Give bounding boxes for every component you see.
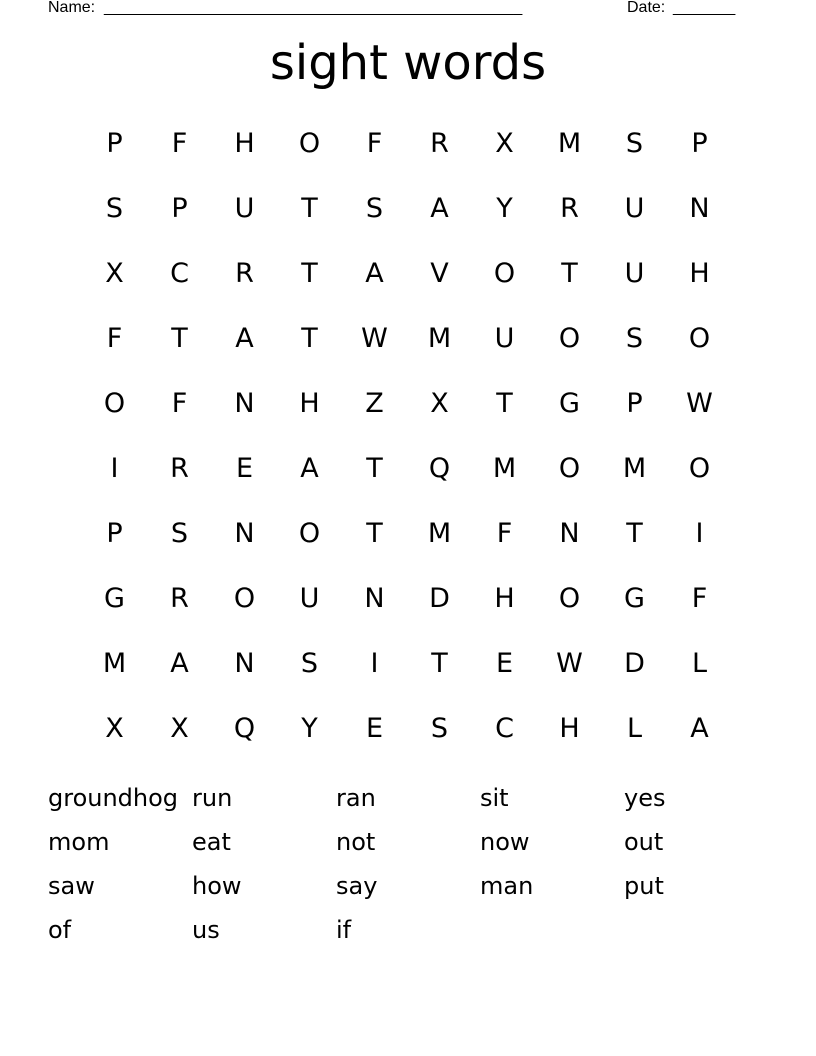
page-title: sight words [269,35,547,91]
grid-letter: N [364,583,385,614]
grid-letter: H [559,713,580,744]
grid-letter: X [170,713,189,744]
grid-letter: F [496,518,513,549]
grid-letter: S [625,323,644,354]
grid-letter: O [688,453,711,484]
grid-letter: U [234,193,255,224]
grid-letter: N [234,648,255,679]
grid-letter: H [299,388,320,419]
grid-letter: T [431,648,448,679]
grid-letter: L [626,713,643,744]
grid-letter: P [171,193,188,224]
grid-letter: U [624,193,645,224]
grid-letter: A [690,713,709,744]
grid-letter: N [234,518,255,549]
grid-letter: A [365,258,384,289]
grid-letter: Y [301,713,318,744]
grid-letter: T [496,388,513,419]
name-blank-line: _______________________________________________ [104,0,523,16]
grid-letter: A [300,453,319,484]
grid-letter: Q [233,713,256,744]
word-bank-item: not [336,828,376,856]
grid-letter: X [495,128,514,159]
word-bank-item: if [336,916,352,944]
grid-letter: C [495,713,514,744]
date-blank-line: _______ [673,0,736,16]
grid-letter: N [689,193,710,224]
word-bank-item: mom [48,828,110,856]
grid-letter: U [624,258,645,289]
grid-letter: F [171,388,188,419]
grid-letter: G [104,583,125,614]
grid-letter: G [624,583,645,614]
grid-letter: T [301,258,318,289]
grid-letter: S [365,193,384,224]
word-bank-item: groundhog [48,784,179,812]
grid-letter: I [110,453,119,484]
grid-letter: E [495,648,514,679]
grid-letter: F [106,323,123,354]
grid-letter: M [557,128,582,159]
grid-letter: F [366,128,383,159]
grid-letter: O [233,583,256,614]
word-bank-item: eat [192,828,231,856]
grid-letter: T [366,518,383,549]
grid-letter: Y [496,193,513,224]
grid-letter: G [559,388,580,419]
grid-letter: T [366,453,383,484]
grid-letter: E [365,713,384,744]
word-bank [48,776,768,952]
grid-letter: O [298,518,321,549]
word-bank-item: how [192,872,242,900]
grid-letter: A [235,323,254,354]
grid-letter: X [430,388,449,419]
word-bank-item: say [336,872,378,900]
grid-letter: V [430,258,449,289]
grid-letter: A [430,193,449,224]
grid-letter: E [235,453,254,484]
word-bank-item: saw [48,872,95,900]
grid-letter: H [689,258,710,289]
grid-letter: M [622,453,647,484]
grid-letter: H [234,128,255,159]
name-label: Name: [48,0,96,16]
grid-letter: S [430,713,449,744]
date-label: Date: [627,0,666,16]
grid-letter: T [301,323,318,354]
word-bank-item: of [48,916,72,944]
grid-letter: U [299,583,320,614]
grid-letter: Z [365,388,384,419]
grid-letter: L [691,648,708,679]
grid-letter: O [558,583,581,614]
grid-letter: N [234,388,255,419]
grid-letter: X [105,258,124,289]
grid-letter: S [170,518,189,549]
grid-letter: O [103,388,126,419]
grid-letter: O [558,453,581,484]
grid-letter: M [427,323,452,354]
word-bank-item: sit [480,784,509,812]
grid-letter: R [235,258,254,289]
grid-letter: N [559,518,580,549]
grid-letter: C [170,258,189,289]
grid-letter: T [626,518,643,549]
grid-letter: T [301,193,318,224]
grid-letter: R [560,193,579,224]
grid-letter: R [170,583,189,614]
grid-letter: O [493,258,516,289]
grid-letter: P [106,518,123,549]
grid-letter: F [171,128,188,159]
grid-letter: D [624,648,645,679]
grid-letter: S [105,193,124,224]
grid-letter: I [370,648,379,679]
grid-letter: M [427,518,452,549]
grid-letter: T [171,323,188,354]
grid-letter: F [691,583,708,614]
grid-letter: A [170,648,189,679]
grid-letter: W [686,388,713,419]
grid-letter: D [429,583,450,614]
grid-letter: P [106,128,123,159]
grid-letter: S [625,128,644,159]
grid-letter: X [105,713,124,744]
word-bank-item: us [192,916,220,944]
word-bank-item: yes [624,784,666,812]
word-bank-item: now [480,828,530,856]
word-bank-item: out [624,828,664,856]
grid-letter: H [494,583,515,614]
grid-letter: O [558,323,581,354]
letter-grid [82,111,732,761]
grid-letter: M [102,648,127,679]
grid-letter: W [556,648,583,679]
grid-letter: W [361,323,388,354]
grid-letter: U [494,323,515,354]
word-bank-item: ran [336,784,376,812]
grid-letter: O [298,128,321,159]
grid-letter: O [688,323,711,354]
grid-letter: I [695,518,704,549]
grid-letter: P [626,388,643,419]
grid-letter: T [561,258,578,289]
word-bank-item: man [480,872,534,900]
grid-letter: S [300,648,319,679]
word-bank-item: put [624,872,664,900]
grid-letter: P [691,128,708,159]
grid-letter: R [430,128,449,159]
grid-letter: Q [428,453,451,484]
grid-letter: M [492,453,517,484]
grid-letter: R [170,453,189,484]
word-bank-item: run [192,784,233,812]
